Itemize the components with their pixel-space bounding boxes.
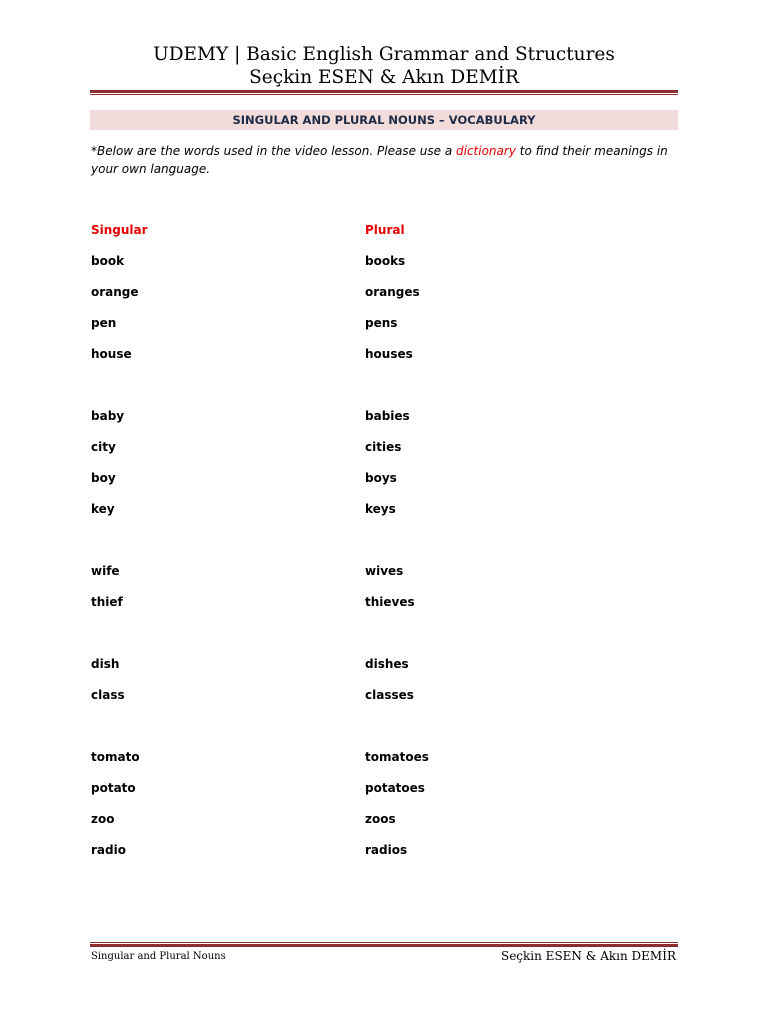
header-rule [90, 90, 678, 95]
plural-word: pens [365, 316, 398, 330]
plural-word: oranges [365, 285, 420, 299]
intro-paragraph [91, 142, 676, 178]
dictionary-link[interactable]: dictionary [456, 144, 516, 158]
plural-word: potatoes [365, 781, 425, 795]
document-authors: Seçkin ESEN & Akın DEMİR [249, 67, 519, 88]
singular-word: dish [91, 657, 120, 671]
footer-right-text: Seçkin ESEN & Akın DEMİR [500, 949, 676, 963]
singular-word: baby [91, 409, 125, 423]
singular-word: zoo [91, 812, 115, 826]
plural-word: wives [365, 564, 404, 578]
section-banner: SINGULAR AND PLURAL NOUNS – VOCABULARY [90, 110, 678, 130]
singular-word: pen [91, 316, 117, 330]
document-title: UDEMY | Basic English Grammar and Structures [153, 44, 615, 65]
plural-word: houses [365, 347, 413, 361]
intro-text-after: to find their meanings in your own language. [91, 144, 668, 176]
plural-column-header: Plural [365, 223, 405, 237]
plural-word: dishes [365, 657, 409, 671]
plural-word: boys [365, 471, 397, 485]
plural-word: zoos [365, 812, 396, 826]
plural-word: tomatoes [365, 750, 429, 764]
plural-word: cities [365, 440, 402, 454]
plural-word: babies [365, 409, 410, 423]
intro-text-before: *Below are the words used in the video lesson. Please use a [91, 144, 456, 158]
singular-word: orange [91, 285, 139, 299]
plural-word: thieves [365, 595, 415, 609]
plural-word: classes [365, 688, 414, 702]
singular-column-header: Singular [91, 223, 148, 237]
singular-word: potato [91, 781, 136, 795]
singular-word: key [91, 502, 115, 516]
singular-word: house [91, 347, 132, 361]
singular-word: radio [91, 843, 126, 857]
singular-word: class [91, 688, 125, 702]
singular-word: city [91, 440, 116, 454]
singular-word: boy [91, 471, 116, 485]
plural-word: keys [365, 502, 396, 516]
plural-word: books [365, 254, 406, 268]
singular-word: book [91, 254, 125, 268]
plural-word: radios [365, 843, 408, 857]
singular-word: wife [91, 564, 120, 578]
singular-word: tomato [91, 750, 140, 764]
footer-rule [90, 941, 678, 947]
footer-left-text: Singular and Plural Nouns [91, 951, 226, 962]
singular-word: thief [91, 595, 123, 609]
